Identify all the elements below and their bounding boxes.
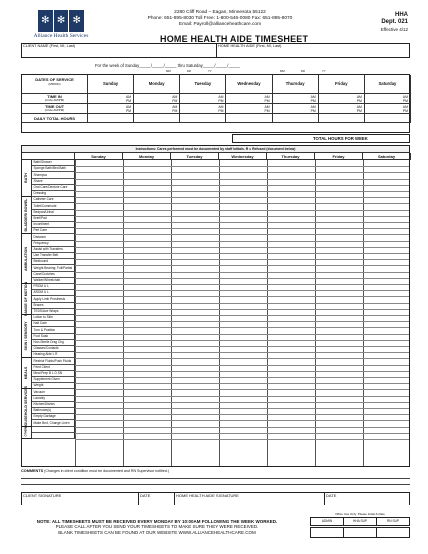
- care-task: Catheter Care: [32, 197, 75, 203]
- rn-sup-initial-field[interactable]: [377, 528, 409, 537]
- admin-initial-field[interactable]: [311, 528, 344, 537]
- care-task: Non-Sterile Drsg Chg: [32, 340, 75, 346]
- care-task: Bath/Shower: [32, 160, 75, 166]
- form-code: HHA Dept. 021 Effective 4/12: [380, 12, 408, 32]
- brand-name: Alliance Health Services: [33, 33, 89, 39]
- care-task: Bedbound: [32, 259, 75, 265]
- day-header-thursday: Thursday: [273, 75, 319, 94]
- care-task: Frequency: [32, 241, 75, 247]
- care-task: Glasses/Contacts: [32, 346, 75, 352]
- care-grid: [21, 145, 410, 467]
- hha-sup-initial-field[interactable]: [344, 528, 377, 537]
- care-task: Restrict Fluids/Push Fluids: [32, 358, 75, 364]
- care-task: Nail Care: [32, 321, 75, 327]
- care-day-header-saturday: Saturday: [363, 153, 411, 160]
- care-task: Weight Bearing: Full/Partial: [32, 265, 75, 271]
- time-out-friday[interactable]: AM PM: [319, 104, 365, 114]
- care-task: Apply Limb Prosthesis: [32, 296, 75, 302]
- time-in-saturday[interactable]: AM PM: [365, 94, 411, 104]
- care-group-label: BATH: [22, 160, 32, 197]
- daily-total-sunday[interactable]: [88, 114, 134, 123]
- page-title: HOME HEALTH AIDE TIMESHEET: [160, 34, 309, 44]
- company-address: 2280 Cliff Road – Eagan, Minnesota 55122 Phone: 651-895-8030 Toll Free: 1-800-546-0080 Fax: 651-895-8070 Email: Payroll@allianceheathcare.com: [147, 10, 293, 27]
- care-day-header-monday: Monday: [123, 153, 171, 160]
- care-group-label: OTHER: [22, 427, 32, 439]
- client-date-field[interactable]: DATE: [139, 492, 175, 505]
- care-task: Make Bed, Change Linen: [32, 420, 75, 426]
- day-header-friday: Friday: [319, 75, 365, 94]
- daily-total-wednesday[interactable]: [226, 114, 272, 123]
- time-in-friday[interactable]: AM PM: [319, 94, 365, 104]
- care-task: Meal Prep B L D SN: [32, 371, 75, 377]
- week-of-field[interactable]: For the week of Sunday_____/_____/_____ thru Saturday_____/_____/_____: [95, 63, 241, 68]
- care-day-header-tuesday: Tuesday: [171, 153, 219, 160]
- time-out-sunday[interactable]: AM PM: [88, 104, 134, 114]
- care-group-label: AMBULATION: [22, 234, 32, 284]
- care-task: Brief/Pad: [32, 216, 75, 222]
- total-hours-for-week[interactable]: TOTAL HOURS FOR WEEK: [232, 134, 410, 143]
- care-task: Toilet/Commode: [32, 203, 75, 209]
- care-day-header-thursday: Thursday: [267, 153, 315, 160]
- office-use-box: Office Use Only: Please Initial & Date ADMIN HHA SUP RN SUP: [310, 513, 410, 538]
- client-signature-field[interactable]: CLIENT SIGNATURE: [21, 492, 139, 505]
- care-day-header-friday: Friday: [315, 153, 363, 160]
- care-task: Walker/Wheelchair: [32, 278, 75, 284]
- care-task: Use Transfer Belt: [32, 253, 75, 259]
- care-task: [32, 433, 75, 439]
- time-out-tuesday[interactable]: AM PM: [180, 104, 226, 114]
- day-header-saturday: Saturday: [365, 75, 411, 94]
- care-task: Feed Client: [32, 365, 75, 371]
- time-out-monday[interactable]: AM PM: [134, 104, 180, 114]
- client-name-field[interactable]: CLIENT NAME (First, MI, Last): [23, 44, 76, 48]
- time-in-monday[interactable]: AM PM: [134, 94, 180, 104]
- care-task: Distance: [32, 234, 75, 240]
- time-out-thursday[interactable]: AM PM: [273, 104, 319, 114]
- care-day-header-wednesday: Wednesday: [219, 153, 267, 160]
- care-group-label: SKIN / SENSORY: [22, 315, 32, 358]
- time-in-sunday[interactable]: AM PM: [88, 94, 134, 104]
- care-task: Empty Garbage: [32, 414, 75, 420]
- care-task: Foot Soak: [32, 334, 75, 340]
- care-task: PROM U L: [32, 284, 75, 290]
- care-task: Shampoo: [32, 172, 75, 178]
- aide-signature-field[interactable]: HOME HEALTH AIDE SIGNATURE: [175, 492, 325, 505]
- care-group-label: MEALS: [22, 358, 32, 389]
- time-in-tuesday[interactable]: AM PM: [180, 94, 226, 104]
- care-instructions: Instructions: Cares performed must be documented by staff initials. R = Refused (document below): [22, 146, 409, 153]
- day-header-monday: Monday: [134, 75, 180, 94]
- aide-name-field[interactable]: HOME HEALTH AIDE (First, MI, Last): [218, 44, 282, 48]
- care-task: Vacuum: [32, 389, 75, 395]
- comments-section[interactable]: COMMENTS (Changes in client condition must be documented and RN Supervisor notified.): [21, 470, 410, 484]
- care-group-label: RANGE OF MOTION: [22, 284, 32, 315]
- client-info-row: [21, 43, 410, 58]
- care-task: AROM U L: [32, 290, 75, 296]
- care-task: Hearing Aide L R: [32, 352, 75, 358]
- care-task: Kitchen/Dishes: [32, 402, 75, 408]
- care-task: Supplement Given: [32, 377, 75, 383]
- care-task: Bathroom(s): [32, 408, 75, 414]
- day-header-wednesday: Wednesday: [226, 75, 272, 94]
- care-task: TEDS/Ace Wraps: [32, 309, 75, 315]
- company-logo: ✻ ✻ ✻ Alliance Health Services: [30, 10, 92, 40]
- care-day-header-sunday: Sunday: [75, 153, 123, 160]
- care-group-label: HOUSEHOLD SERVICES: [22, 389, 32, 426]
- aide-date-field[interactable]: DATE: [325, 492, 410, 505]
- care-task: Incontinent: [32, 222, 75, 228]
- time-out-wednesday[interactable]: AM PM: [226, 104, 272, 114]
- care-task: Oral Care/Denture Care: [32, 185, 75, 191]
- care-task: Laundry: [32, 396, 75, 402]
- daily-total-saturday[interactable]: [365, 114, 411, 123]
- time-out-saturday[interactable]: AM PM: [365, 104, 411, 114]
- care-task: Shave: [32, 179, 75, 185]
- care-task: Assist with Transfers: [32, 247, 75, 253]
- care-group-label: BLADDER/ BOWEL: [22, 197, 32, 234]
- care-task: Peri Care: [32, 228, 75, 234]
- day-header-sunday: Sunday: [88, 75, 134, 94]
- time-in-thursday[interactable]: AM PM: [273, 94, 319, 104]
- care-task: Bedpan/Urinal: [32, 210, 75, 216]
- day-header-tuesday: Tuesday: [180, 75, 226, 94]
- daily-total-thursday[interactable]: [273, 114, 319, 123]
- time-grid: DATES OF SERVICE (MM/DD) TIME IN (circle AM/PM) TIME OUT (circle AM/PM) DAILY TOTAL HOURS Sunday AM PM AM PM Monday AM PM AM PM Tuesday AM PM AM PM Wednesday AM PM AM PM Thursday AM PM AM PM Friday AM PM AM PM Saturday AM PM AM PM: [21, 74, 410, 133]
- care-task: Turn & Position: [32, 327, 75, 333]
- care-task: Lotion to Skin: [32, 315, 75, 321]
- care-task: Dressing: [32, 191, 75, 197]
- daily-total-tuesday[interactable]: [180, 114, 226, 123]
- submission-note: NOTE: ALL TIMESHEETS MUST BE RECEIVED EVERY MONDAY BY 10:00AM FOLLOWING THE WEEK WORKED. PLEASE CALL AFTER YOU SEND YOUR TIMESHEETS TO MAKE SURE THEY WERE RECEIVED. BLANK TIMESHEETS CAN BE FOUND AT OUR WEBSITE WWW.ALLIANCEHEALTHCARE.COM: [36, 519, 278, 535]
- care-task: Braces: [32, 303, 75, 309]
- daily-total-friday[interactable]: [319, 114, 365, 123]
- time-in-wednesday[interactable]: AM PM: [226, 94, 272, 104]
- care-task: Cane/Crutches: [32, 272, 75, 278]
- daily-total-monday[interactable]: [134, 114, 180, 123]
- care-task: Sponge Bath/Bed Bath: [32, 166, 75, 172]
- care-task: Weight: [32, 383, 75, 389]
